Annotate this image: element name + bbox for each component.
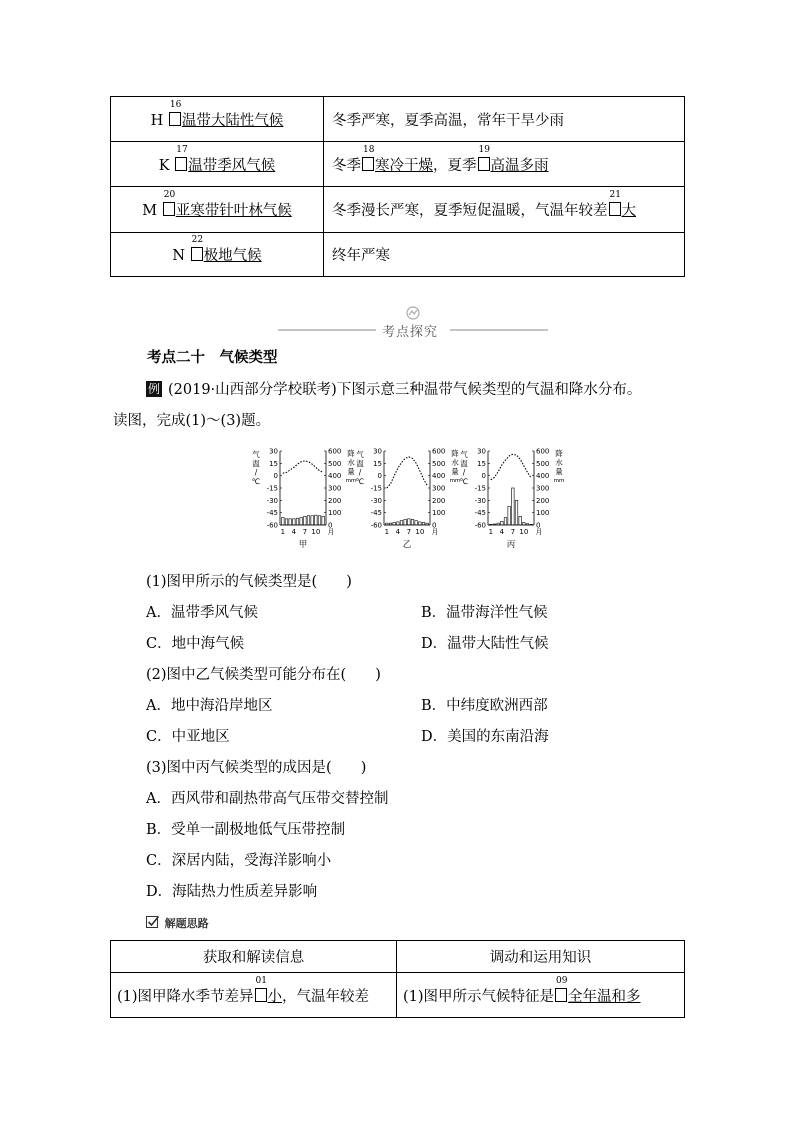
chart-panel	[252, 448, 356, 551]
solution-col1-header: 获取和解读信息	[111, 941, 397, 973]
precip-bar	[389, 523, 392, 525]
precip-bar	[397, 522, 400, 525]
right-tick-label: 500	[328, 459, 342, 468]
climate-name: 温带大陆性气候	[181, 112, 284, 129]
climate-charts	[252, 443, 572, 558]
right-tick-label: 200	[328, 496, 342, 505]
right-tick-label: 600	[536, 447, 550, 456]
left-tick-label: -30	[266, 496, 278, 505]
right-tick-label: 100	[536, 509, 550, 518]
left-tick-label: -60	[474, 521, 486, 530]
example-text: 例 (2019·山西部分学校联考)下图示意三种温带气候类型的气温和降水分布。	[147, 382, 642, 398]
climate-name-cell	[111, 142, 324, 187]
precip-bar	[300, 518, 303, 525]
right-tick-label: 0	[328, 521, 333, 530]
right-tick-label: 200	[432, 496, 446, 505]
x-tick-label: 4	[291, 528, 297, 536]
right-axis-unit: mm	[449, 478, 461, 484]
right-axis-label: 水	[347, 458, 355, 467]
precip-bar	[318, 516, 321, 525]
right-tick-label: 0	[536, 521, 541, 530]
precip-bar	[400, 521, 403, 525]
answer-box: 22	[191, 247, 203, 261]
left-tick-label: -60	[370, 521, 382, 530]
left-tick-label: -15	[266, 484, 278, 493]
left-tick-label: 0	[377, 472, 382, 481]
row-letter: K	[158, 157, 170, 174]
right-axis-label: 降	[555, 449, 563, 458]
precip-bar	[515, 500, 518, 525]
precip-bar	[404, 519, 407, 525]
answer-box: 09	[555, 988, 567, 1002]
example-text-line2: 读图，完成(1)～(3)题。	[113, 413, 271, 429]
chart-title: 丙	[506, 540, 516, 550]
answer-box: 01	[255, 988, 267, 1002]
right-axis-label: 量	[451, 467, 459, 476]
chart-panel	[356, 448, 461, 551]
climate-name: 亚寒带针叶林气候	[175, 203, 292, 219]
climate-name: 温带季风气候	[188, 157, 276, 174]
section-title: 考点探究	[382, 325, 439, 340]
answer-box: 21	[609, 202, 621, 216]
precip-bar	[526, 524, 529, 525]
question-3-option-d[interactable]: D．海陆热力性质差异影响	[146, 884, 318, 900]
right-axis-unit: mm	[345, 478, 357, 484]
solution-table	[110, 940, 685, 1018]
question-3-option-a[interactable]: A．西风带和副热带高气压带交替控制	[146, 791, 389, 807]
right-tick-label: 100	[328, 509, 342, 518]
climate-desc-cell: 冬季 18 寒冷干燥，夏季 19 高温多雨	[324, 142, 685, 187]
temperature-line	[283, 461, 323, 473]
precip-bar	[315, 515, 318, 525]
climate-desc: 终年严寒	[332, 248, 390, 264]
solution-label-row	[146, 915, 209, 931]
precip-bar	[408, 519, 411, 525]
left-axis-label: ℃	[459, 477, 469, 486]
right-axis-label: 量	[555, 467, 563, 476]
question-2-stem: (2)图中乙气候类型可能分布在( )	[146, 667, 381, 683]
row-letter: M	[142, 203, 158, 219]
left-axis-label: /	[358, 468, 362, 477]
x-unit-label: 月	[327, 528, 335, 536]
precip-bar	[497, 523, 500, 525]
precip-bar	[501, 521, 504, 525]
left-axis-label: /	[462, 468, 466, 477]
x-tick-label: 10	[519, 528, 529, 536]
x-tick-label: 1	[384, 528, 390, 536]
left-tick-label: 0	[273, 472, 278, 481]
precip-bar	[289, 519, 292, 525]
left-axis-label: 气	[460, 450, 468, 459]
right-tick-label: 600	[432, 447, 446, 456]
precip-bar	[322, 516, 325, 525]
left-tick-label: -30	[370, 496, 382, 505]
chart-title: 甲	[298, 540, 308, 550]
answer-box: 16	[169, 112, 181, 126]
precip-bar	[508, 507, 511, 526]
left-axis-label: 温	[252, 459, 260, 468]
left-tick-label: 0	[481, 472, 486, 481]
right-tick-label: 300	[432, 484, 446, 493]
right-axis-unit: mm	[553, 478, 565, 484]
question-2-option-c[interactable]: C．中亚地区	[146, 729, 230, 745]
solution-row1-col1: (1)图甲降水季节差异 01 小，气温年较差	[111, 973, 397, 1018]
right-tick-label: 100	[432, 509, 446, 518]
solution-col2-header: 调动和运用知识	[397, 941, 685, 973]
answer-box: 20	[163, 202, 175, 216]
x-tick-label: 1	[280, 528, 286, 536]
climate-desc: 冬季严寒，夏季高温，常年干旱少雨	[332, 112, 564, 129]
temperature-line	[491, 454, 531, 480]
x-tick-label: 4	[499, 528, 505, 536]
left-axis-label: ℃	[355, 477, 365, 486]
left-axis-label: 温	[356, 459, 364, 468]
x-tick-label: 7	[406, 528, 412, 536]
precip-bar	[311, 516, 314, 525]
left-tick-label: -45	[474, 509, 486, 518]
climate-name-cell	[111, 97, 324, 142]
left-tick-label: -45	[370, 509, 382, 518]
left-axis-label: /	[254, 468, 258, 477]
left-tick-label: -15	[474, 484, 486, 493]
right-tick-label: 600	[328, 447, 342, 456]
topic-heading: 考点二十 气候类型	[147, 349, 278, 366]
precip-bar	[282, 518, 285, 525]
precip-bar	[285, 519, 288, 525]
right-tick-label: 500	[432, 459, 446, 468]
answer-box: 17	[175, 157, 187, 171]
solution-label: 解题思路	[164, 917, 209, 930]
left-axis-label: ℃	[252, 477, 261, 486]
left-tick-label: -45	[266, 509, 278, 518]
right-tick-label: 200	[536, 496, 550, 505]
left-tick-label: -15	[370, 484, 382, 493]
left-tick-label: 30	[477, 447, 486, 456]
row-letter: H	[150, 112, 164, 129]
precip-bar	[296, 518, 299, 525]
question-2-option-d[interactable]: D．美国的东南沿海	[421, 729, 549, 745]
question-1-stem: (1)图甲所示的气候类型是( )	[146, 574, 352, 590]
x-unit-label: 月	[431, 528, 439, 536]
left-axis-label: 温	[460, 459, 468, 468]
left-tick-label: 15	[373, 459, 382, 468]
climate-name-cell	[111, 187, 324, 233]
precip-bar	[504, 518, 507, 525]
question-1-option-a[interactable]: A．温带季风气候	[146, 605, 258, 621]
left-tick-label: -60	[266, 521, 278, 530]
right-tick-label: 400	[536, 472, 550, 481]
left-tick-label: 15	[269, 459, 278, 468]
precip-bar	[426, 523, 429, 525]
right-axis-label: 降	[451, 449, 459, 458]
precip-bar	[386, 523, 389, 525]
right-axis-label: 水	[555, 458, 563, 467]
question-3-stem: (3)图中丙气候类型的成因是( )	[146, 760, 367, 776]
answer-box: 18	[362, 157, 374, 171]
right-tick-label: 400	[432, 472, 446, 481]
left-axis-label: 气	[356, 450, 364, 459]
right-tick-label: 400	[328, 472, 342, 481]
right-axis-label: 水	[451, 458, 459, 467]
row-letter: N	[172, 248, 186, 264]
precip-bar	[304, 516, 307, 525]
x-tick-label: 1	[488, 528, 494, 536]
right-tick-label: 300	[328, 484, 342, 493]
right-tick-label: 0	[432, 521, 437, 530]
right-tick-label: 500	[536, 459, 550, 468]
precip-bar	[411, 519, 414, 525]
left-tick-label: -30	[474, 496, 486, 505]
left-tick-label: 30	[373, 447, 382, 456]
precip-bar	[493, 524, 496, 525]
chart-title: 乙	[402, 540, 412, 550]
x-tick-label: 7	[302, 528, 308, 536]
checkbox-icon	[146, 915, 160, 929]
example-badge: 例	[147, 382, 160, 396]
left-tick-label: 15	[477, 459, 486, 468]
question-1-option-c[interactable]: C．地中海气候	[146, 636, 245, 652]
x-tick-label: 4	[395, 528, 401, 536]
precip-bar	[419, 522, 422, 525]
question-2-option-b[interactable]: B．中纬度欧洲西部	[421, 698, 548, 714]
question-2-option-a[interactable]: A．地中海沿岸地区	[146, 698, 273, 714]
answer-box: 19	[478, 157, 490, 171]
question-3-option-c[interactable]: C．深居内陆，受海洋影响小	[146, 853, 332, 869]
x-tick-label: 10	[415, 528, 425, 536]
solution-row1-col2: (1)图甲所示气候特征是 09 全年温和多	[397, 973, 685, 1018]
precip-bar	[293, 519, 296, 525]
section-divider	[278, 305, 548, 345]
x-tick-label: 10	[311, 528, 321, 536]
question-1-option-d[interactable]: D．温带大陆性气候	[421, 636, 549, 652]
chart-panel	[460, 448, 565, 551]
left-axis-label: 气	[252, 450, 260, 459]
precip-bar	[415, 521, 418, 525]
climate-name-cell	[111, 233, 324, 277]
right-axis-label: 降	[347, 449, 355, 458]
left-tick-label: 30	[269, 447, 278, 456]
temperature-line	[387, 457, 427, 488]
x-unit-label: 月	[535, 528, 543, 536]
question-3-option-b[interactable]: B．受单一副极地低气压带控制	[146, 822, 346, 838]
climate-name: 极地气候	[203, 248, 262, 264]
climate-desc-cell: 冬季漫长严寒，夏季短促温暖，气温年较差 21 大	[324, 187, 685, 233]
precip-bar	[519, 516, 522, 525]
x-tick-label: 7	[510, 528, 516, 536]
climate-desc-cell	[324, 97, 685, 142]
precip-bar	[307, 516, 310, 525]
right-axis-label: 量	[347, 467, 355, 476]
precip-bar	[512, 488, 515, 525]
right-tick-label: 300	[536, 484, 550, 493]
climate-desc-cell	[324, 233, 685, 277]
question-1-option-b[interactable]: B．温带海洋性气候	[421, 605, 548, 621]
climate-table	[110, 96, 685, 277]
